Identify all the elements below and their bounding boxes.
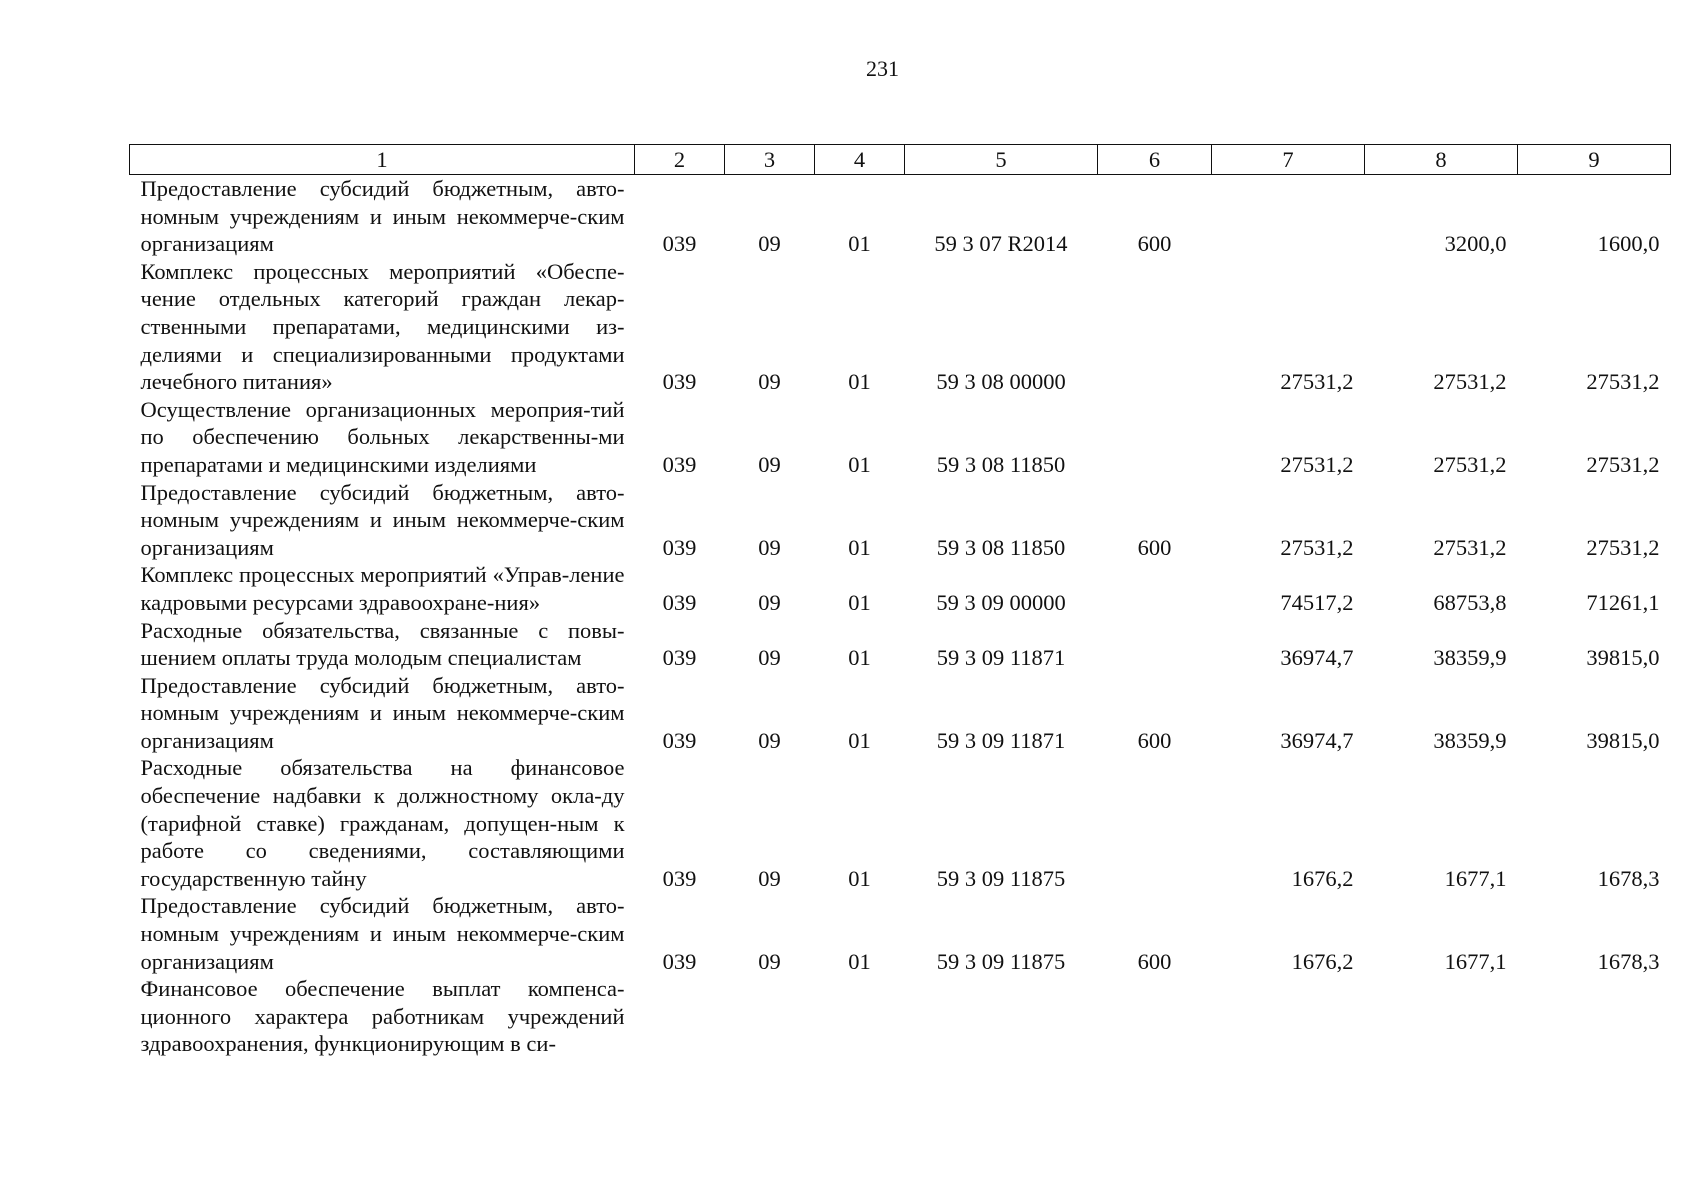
subsection-code: 01 (848, 231, 871, 257)
amount-col-7 (1212, 975, 1365, 1058)
row-name: Предоставление субсидий бюджетным, авто-номным учреждениям и иным некоммерче-ским организациям (140, 893, 625, 974)
target-article-code: 59 3 08 11850 (936, 534, 1066, 560)
section-code: 09 (758, 534, 781, 560)
amount-col-9: 1678,3 (1597, 948, 1660, 974)
subsection-code: 01 (848, 645, 871, 671)
amount-col-9: 27531,2 (1586, 369, 1660, 395)
expense-type-code (1098, 975, 1212, 1058)
table-row (130, 175, 1671, 258)
subsection-code: 01 (848, 948, 871, 974)
row-name: Предоставление субсидий бюджетным, авто-номным учреждениям и иным некоммерче-ским организациям (140, 672, 625, 753)
ministry-code: 039 (662, 369, 697, 395)
subsection-code: 01 (848, 451, 871, 477)
section-code: 09 (758, 369, 781, 395)
table-row (130, 892, 1671, 975)
amount-col-7 (1212, 175, 1365, 258)
table-row (130, 617, 1671, 672)
subsection-code: 01 (848, 369, 871, 395)
row-name: Предоставление субсидий бюджетным, авто-номным учреждениям и иным некоммерче-ским организациям (140, 479, 625, 560)
ministry-code: 039 (662, 645, 697, 671)
subsection-code (815, 975, 905, 1058)
column-header: 7 (1212, 145, 1365, 175)
budget-table (129, 144, 1671, 1058)
amount-col-8: 27531,2 (1433, 369, 1507, 395)
table-row (130, 561, 1671, 616)
amount-col-8: 27531,2 (1433, 534, 1507, 560)
column-header: 3 (725, 145, 815, 175)
amount-col-7: 1676,2 (1291, 865, 1354, 891)
target-article-code: 59 3 09 11871 (936, 727, 1066, 753)
column-header: 4 (815, 145, 905, 175)
ministry-code: 039 (662, 534, 697, 560)
amount-col-7: 27531,2 (1280, 534, 1354, 560)
table-row (130, 672, 1671, 755)
amount-col-8: 68753,8 (1433, 589, 1507, 615)
target-article-code: 59 3 09 11875 (936, 865, 1066, 891)
amount-col-8: 38359,9 (1433, 645, 1507, 671)
column-header: 6 (1098, 145, 1212, 175)
target-article-code: 59 3 08 00000 (936, 369, 1066, 395)
amount-col-9: 27531,2 (1586, 534, 1660, 560)
section-code: 09 (758, 589, 781, 615)
expense-type-code (1098, 617, 1212, 672)
target-article-code: 59 3 07 R2014 (934, 231, 1068, 257)
column-number-row (130, 145, 1671, 175)
target-article-code: 59 3 09 00000 (936, 589, 1066, 615)
target-article-code: 59 3 08 11850 (936, 451, 1066, 477)
row-name: Осуществление организационных мероприя-тий по обеспечению больных лекарственны-ми препаратами и медицинскими изделиями (140, 396, 625, 477)
amount-col-9: 39815,0 (1586, 645, 1660, 671)
row-name: Комплекс процессных мероприятий «Обеспе-чение отдельных категорий граждан лекар-ственными препаратами, медицинскими из-делиями и специализированными продуктами лечебного питания» (140, 258, 625, 395)
expense-type-code (1098, 396, 1212, 479)
amount-col-9: 71261,1 (1586, 589, 1660, 615)
amount-col-7: 27531,2 (1280, 451, 1354, 477)
section-code: 09 (758, 231, 781, 257)
expense-type-code (1098, 258, 1212, 396)
amount-col-8 (1365, 975, 1518, 1058)
subsection-code: 01 (848, 589, 871, 615)
section-code: 09 (758, 948, 781, 974)
column-header: 5 (905, 145, 1098, 175)
column-header: 2 (635, 145, 725, 175)
table-row (130, 258, 1671, 396)
table-row (130, 754, 1671, 892)
row-name: Расходные обязательства, связанные с повы-шением оплаты труда молодым специалистам (140, 617, 625, 671)
amount-col-7: 36974,7 (1280, 727, 1354, 753)
target-article-code: 59 3 09 11871 (936, 645, 1066, 671)
column-header: 8 (1365, 145, 1518, 175)
column-header: 9 (1518, 145, 1671, 175)
table-row (130, 975, 1671, 1058)
amount-col-7: 74517,2 (1280, 589, 1354, 615)
row-name: Финансовое обеспечение выплат компенса-ционного характера работникам учреждений здравоохранения, функционирующим в си- (140, 976, 625, 1057)
section-code: 09 (758, 727, 781, 753)
amount-col-8: 3200,0 (1444, 231, 1507, 257)
expense-type-code: 600 (1137, 948, 1172, 974)
expense-type-code (1098, 754, 1212, 892)
amount-col-7: 27531,2 (1280, 369, 1354, 395)
section-code (725, 975, 815, 1058)
expense-type-code: 600 (1137, 534, 1172, 560)
amount-col-8: 38359,9 (1433, 727, 1507, 753)
amount-col-9 (1518, 975, 1671, 1058)
ministry-code: 039 (662, 231, 697, 257)
amount-col-7: 1676,2 (1291, 948, 1354, 974)
section-code: 09 (758, 645, 781, 671)
amount-col-9: 39815,0 (1586, 727, 1660, 753)
expense-type-code: 600 (1137, 727, 1172, 753)
ministry-code: 039 (662, 948, 697, 974)
page-number: 231 (866, 56, 899, 81)
section-code: 09 (758, 865, 781, 891)
amount-col-7: 36974,7 (1280, 645, 1354, 671)
section-code: 09 (758, 451, 781, 477)
table-row (130, 396, 1671, 479)
ministry-code: 039 (662, 865, 697, 891)
row-name: Расходные обязательства на финансовое обеспечение надбавки к должностному окла-ду (тарифной ставке) гражданам, допущен-ным к работе со сведениями, составляющими государственную тайну (140, 755, 625, 891)
expense-type-code: 600 (1137, 231, 1172, 257)
ministry-code: 039 (662, 727, 697, 753)
column-header: 1 (130, 145, 635, 175)
target-article-code (905, 975, 1098, 1058)
ministry-code: 039 (662, 589, 697, 615)
ministry-code (635, 975, 725, 1058)
subsection-code: 01 (848, 534, 871, 560)
amount-col-9: 1600,0 (1597, 231, 1660, 257)
amount-col-8: 1677,1 (1444, 948, 1507, 974)
subsection-code: 01 (848, 865, 871, 891)
amount-col-9: 27531,2 (1586, 451, 1660, 477)
row-name: Предоставление субсидий бюджетным, авто-номным учреждениям и иным некоммерче-ским организациям (140, 176, 625, 257)
subsection-code: 01 (848, 727, 871, 753)
table-row (130, 479, 1671, 562)
ministry-code: 039 (662, 451, 697, 477)
amount-col-9: 1678,3 (1597, 865, 1660, 891)
expense-type-code (1098, 561, 1212, 616)
row-name: Комплекс процессных мероприятий «Управ-ление кадровыми ресурсами здравоохране-ния» (140, 562, 625, 615)
target-article-code: 59 3 09 11875 (936, 948, 1066, 974)
amount-col-8: 27531,2 (1433, 451, 1507, 477)
amount-col-8: 1677,1 (1444, 865, 1507, 891)
